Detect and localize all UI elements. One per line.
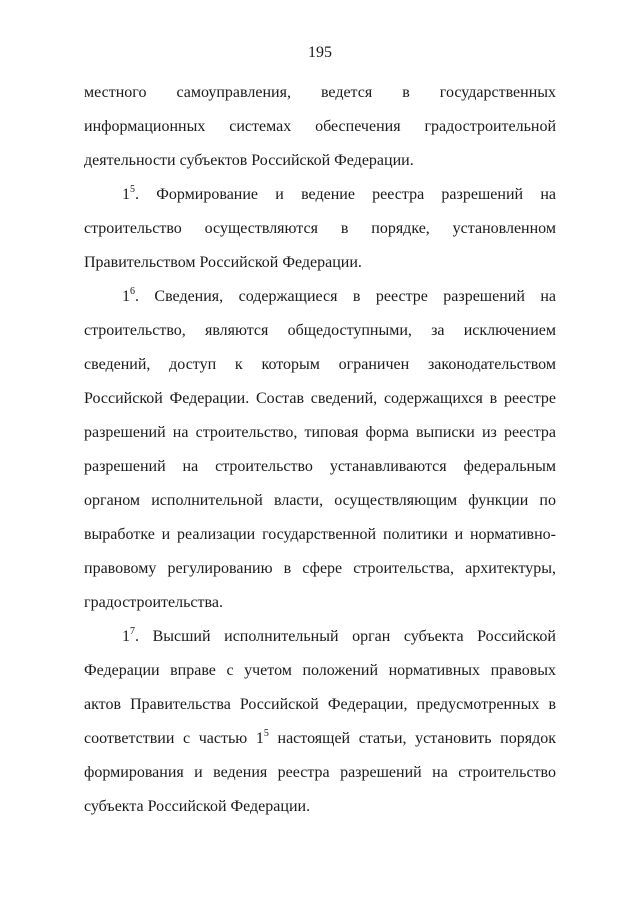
part-number: 1 [122, 628, 130, 645]
part-number-superscript: 5 [130, 183, 135, 195]
reference-part-number: 1 [255, 730, 264, 747]
part-number-superscript: 6 [130, 285, 135, 297]
paragraph-text: . Высший исполнительный орган субъекта Российской Федерации вправе с учетом положений нормативных правовых актов Правительства Российской Федерации, предусмотренных в соответствии с частью [84, 628, 556, 747]
part-number-superscript: 7 [130, 625, 135, 637]
reference-part-superscript: 5 [263, 727, 269, 739]
document-body [84, 76, 556, 824]
paragraph-continuation [84, 76, 556, 178]
paragraph-part-1-6 [84, 280, 556, 620]
paragraph-text: местного самоуправления, ведется в государственных информационных системах обеспечения градостроительной деятельности субъектов Российской Федерации. [84, 84, 556, 169]
page-number: 195 [308, 44, 332, 61]
paragraph-text: . Сведения, содержащиеся в реестре разрешений на строительство, являются общедоступными, за исключением сведений, доступ к которым ограничен законодательством Российской Федерации. Состав сведений, содержащихся в реестре разрешений на строительство, типовая форма выписки из реестра разрешений на строительство устанавливаются федеральным органом исполнительной власти, осуществляющим функции по выработке и реализации государственной политики и нормативно-правовому регулированию в сфере строительства, архитектуры, градостроительства. [84, 288, 556, 611]
paragraph-part-1-5 [84, 178, 556, 280]
paragraph-part-1-7 [84, 620, 556, 824]
paragraph-text: настоящей статьи, установить порядок формирования и ведения реестра разрешений на строительство субъекта Российской Федерации. [84, 730, 557, 815]
paragraph-text: . Формирование и ведение реестра разрешений на строительство осуществляются в порядке, установленном Правительством Российской Федерации. [84, 186, 556, 271]
part-number: 1 [122, 186, 130, 203]
part-number: 1 [122, 288, 130, 305]
